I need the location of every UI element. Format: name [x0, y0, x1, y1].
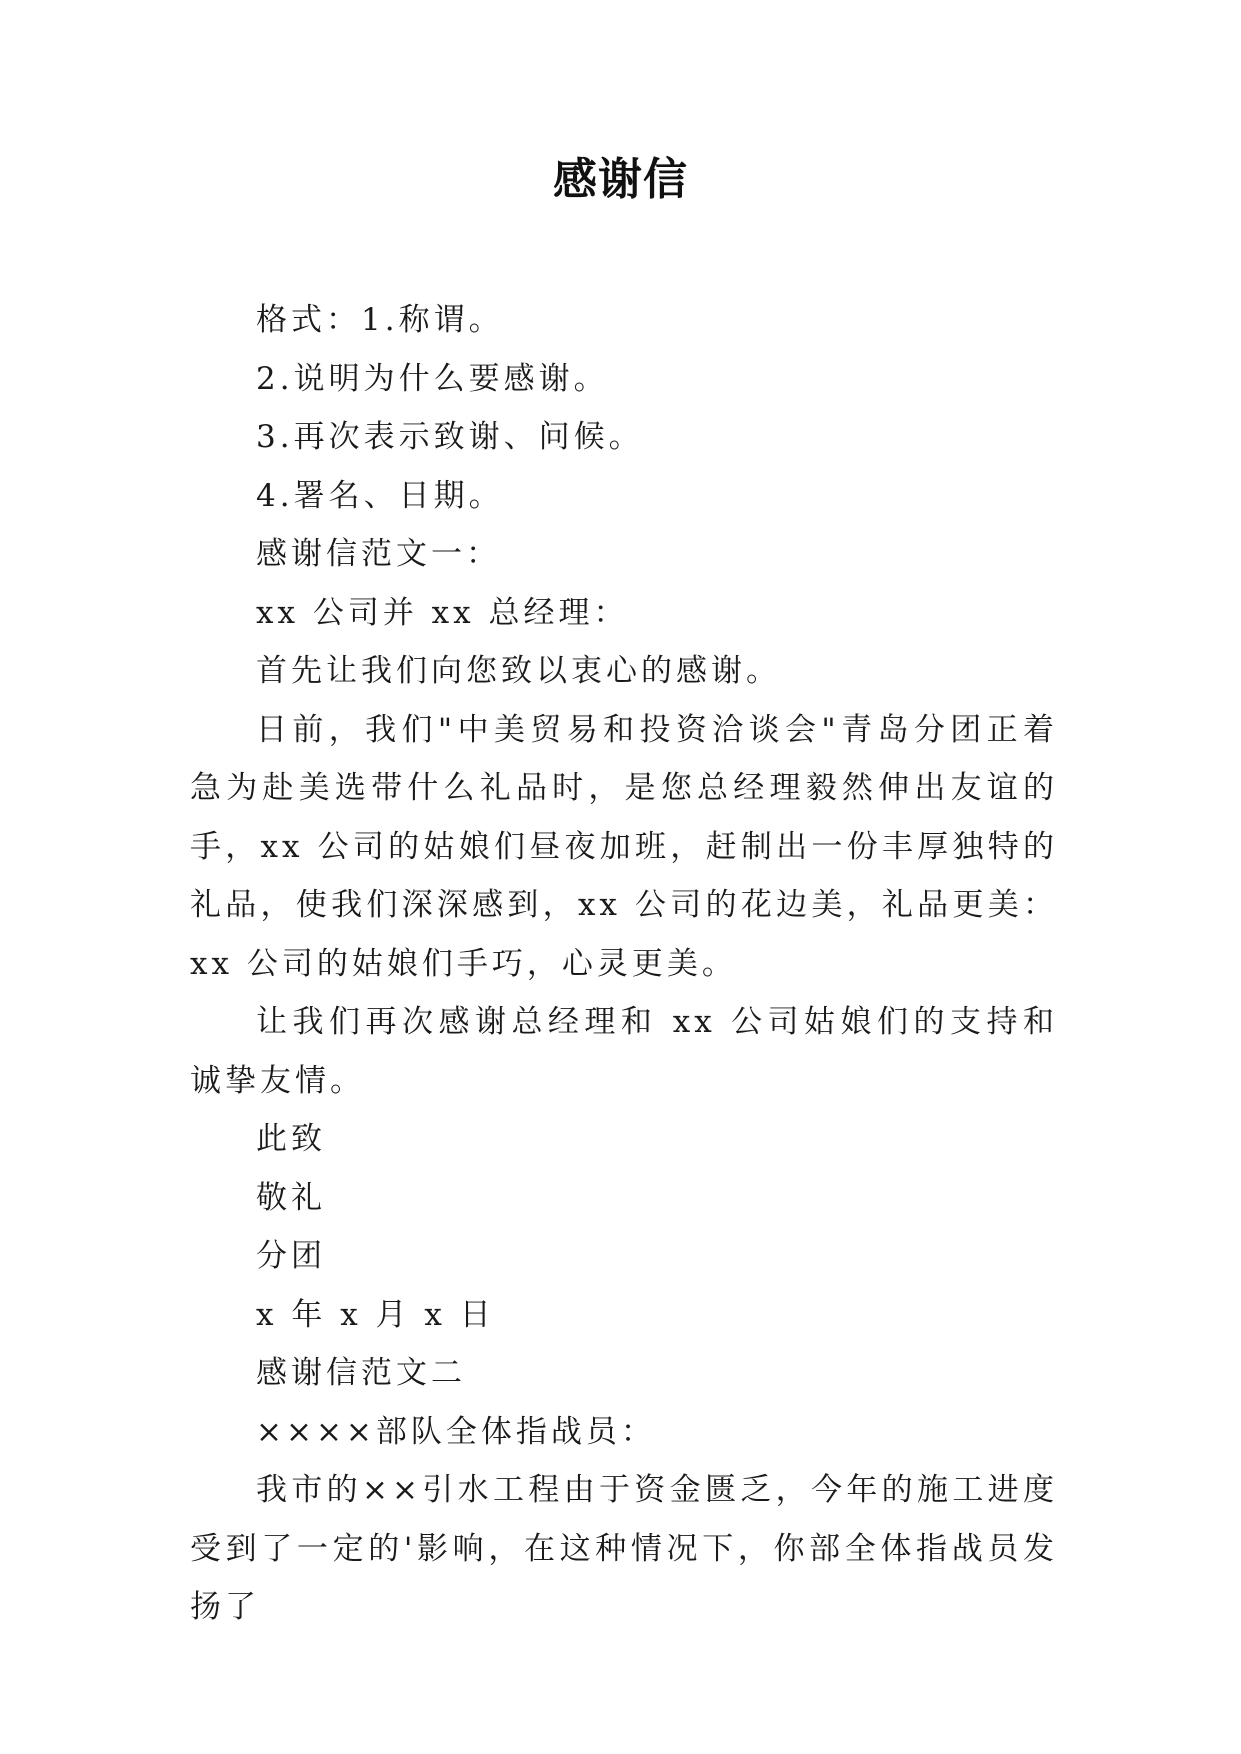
format-item-paragraph: 4.署名、日期。	[256, 477, 504, 514]
sample-heading: 感谢信范文一：	[256, 536, 501, 572]
closing-line: 敬礼	[256, 1179, 326, 1216]
body-paragraph: 让我们再次感谢总经理和 xx 公司姑娘们的支持和诚挚友情。	[190, 1004, 1058, 1099]
body-paragraph: 日前，我们"中美贸易和投资洽谈会"青岛分团正着急为赴美选带什么礼品时，是您总经理毅然伸出友谊的手，xx 公司的姑娘们昼夜加班，赶制出一份丰厚独特的礼品，使我们深深感到，xx 公司的花边美，礼品更美：xx 公司的姑娘们手巧，心灵更美。	[190, 711, 1058, 982]
format-item-paragraph: 3.再次表示致谢、问候。	[256, 419, 644, 455]
sample-heading: 感谢信范文二	[256, 1355, 466, 1391]
document-title: 感谢信	[553, 154, 688, 205]
signature: 分团	[256, 1238, 326, 1274]
format-heading-paragraph: 格式：1.称谓。	[256, 302, 504, 338]
body-paragraph: 首先让我们向您致以衷心的感谢。	[256, 653, 781, 689]
format-item-paragraph: 2.说明为什么要感谢。	[256, 360, 609, 397]
date-line: x 年 x 月 x 日	[256, 1296, 495, 1333]
salutation: ××××部队全体指战员：	[256, 1413, 656, 1450]
closing-line: 此致	[256, 1121, 326, 1157]
body-paragraph: 我市的××引水工程由于资金匮乏，今年的施工进度受到了一定的'影响，在这种情况下，你部全体指战员发扬了	[190, 1472, 1058, 1625]
document-body	[190, 291, 1058, 1637]
salutation: xx 公司并 xx 总经理：	[256, 594, 629, 631]
